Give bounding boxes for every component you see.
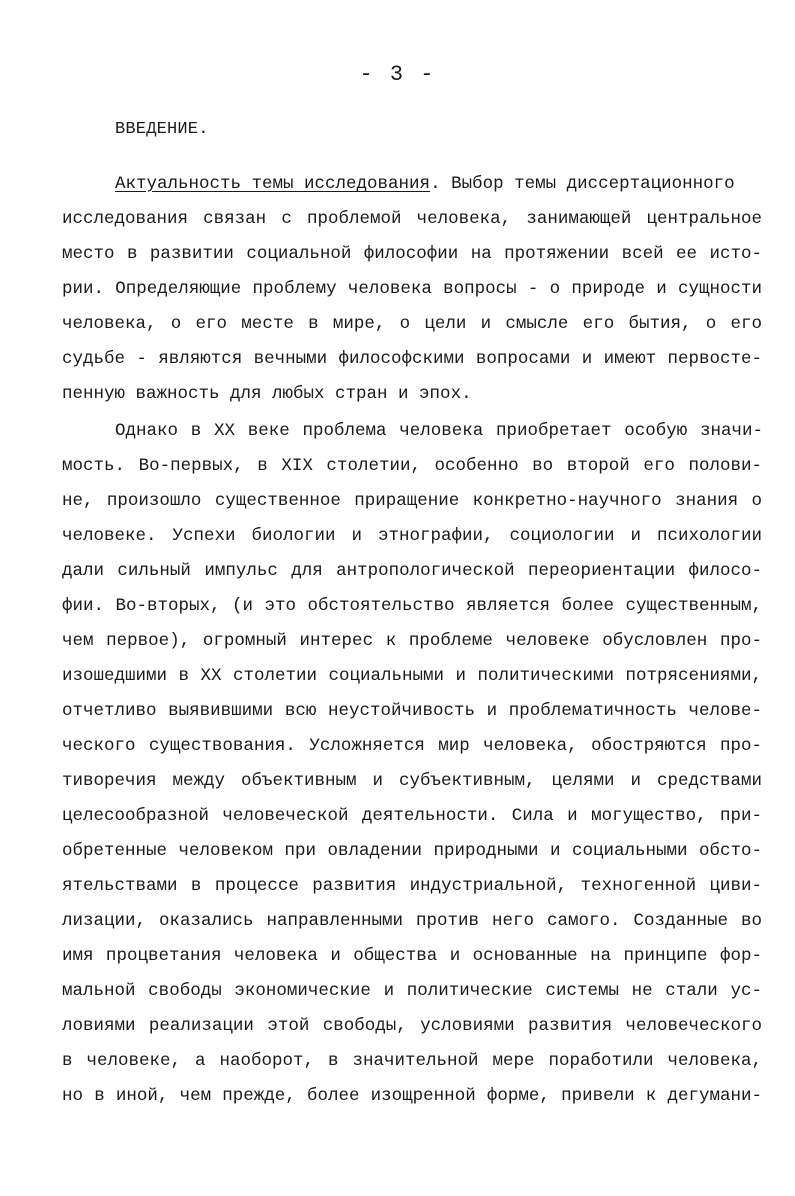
text-line: в человеке, а наоборот, в значительной мере поработили человека, [62,1051,762,1071]
text-line: человека, о его месте в мире, о цели и смысле его бытия, о его [62,314,762,334]
topic-relevance-label: Актуальность темы исследования [115,174,431,194]
text-line: но в иной, чем прежде, более изощренной форме, привели к дегумани- [62,1086,762,1106]
text-line: не, произошло существенное приращение конкретно-научного знания о [62,491,762,511]
paragraph1-first-line-rest: . Выбор темы диссертационного [430,174,735,194]
text-line: чем первое), огромный интерес к проблеме человеке обусловлен про- [62,631,762,651]
text-line: отчетливо выявившими всю неустойчивость и проблематичность челове- [62,701,762,721]
text-line: мость. Во-первых, в XIX столетии, особенно во второй его полови- [62,456,762,476]
text-line: место в развитии социальной философии на протяжении всей ее исто- [62,244,762,264]
text-line: фии. Во-вторых, (и это обстоятельство является более существенным, [62,596,762,616]
text-line: лизации, оказались направленными против него самого. Созданные во [62,911,762,931]
paragraph1-first-line [115,173,763,195]
text-line: ловиями реализации этой свободы, условиями развития человеческого [62,1016,762,1036]
text-line: ятельствами в процессе развития индустриальной, техногенной циви- [62,876,762,896]
text-line: судьбе - являются вечными философскими вопросами и имеют первосте- [62,349,762,369]
text-line: мальной свободы экономические и политические системы не стали ус- [62,981,762,1001]
text-line: рии. Определяющие проблему человека вопросы - о природе и сущности [62,279,762,299]
text-line: пенную важность для любых стран и эпох. [62,384,472,404]
text-line: тиворечия между объективным и субъективным, целями и средствами [62,771,762,791]
text-line: целесообразной человеческой деятельности. Сила и могущество, при- [62,806,762,826]
text-line: изошедшими в XX столетии социальными и политическими потрясениями, [62,666,762,686]
text-line: человеке. Успехи биологии и этнографии, социологии и психологии [62,526,762,546]
text-line: исследования связан с проблемой человека, занимающей центральное [62,209,762,229]
text-line: ческого существования. Усложняется мир человека, обостряются про- [62,736,762,756]
text-line: обретенные человеком при овладении природными и социальными обсто- [62,841,762,861]
paragraph2-first-line: Однако в XX веке проблема человека приобретает особую значи- [115,421,763,441]
text-line: имя процветания человека и общества и основанные на принципе фор- [62,946,762,966]
text-line: дали сильный импульс для антропологической переориентации филосо- [62,561,762,581]
page-number: - 3 - [359,62,436,87]
section-heading: ВВЕДЕНИЕ. [115,120,209,139]
